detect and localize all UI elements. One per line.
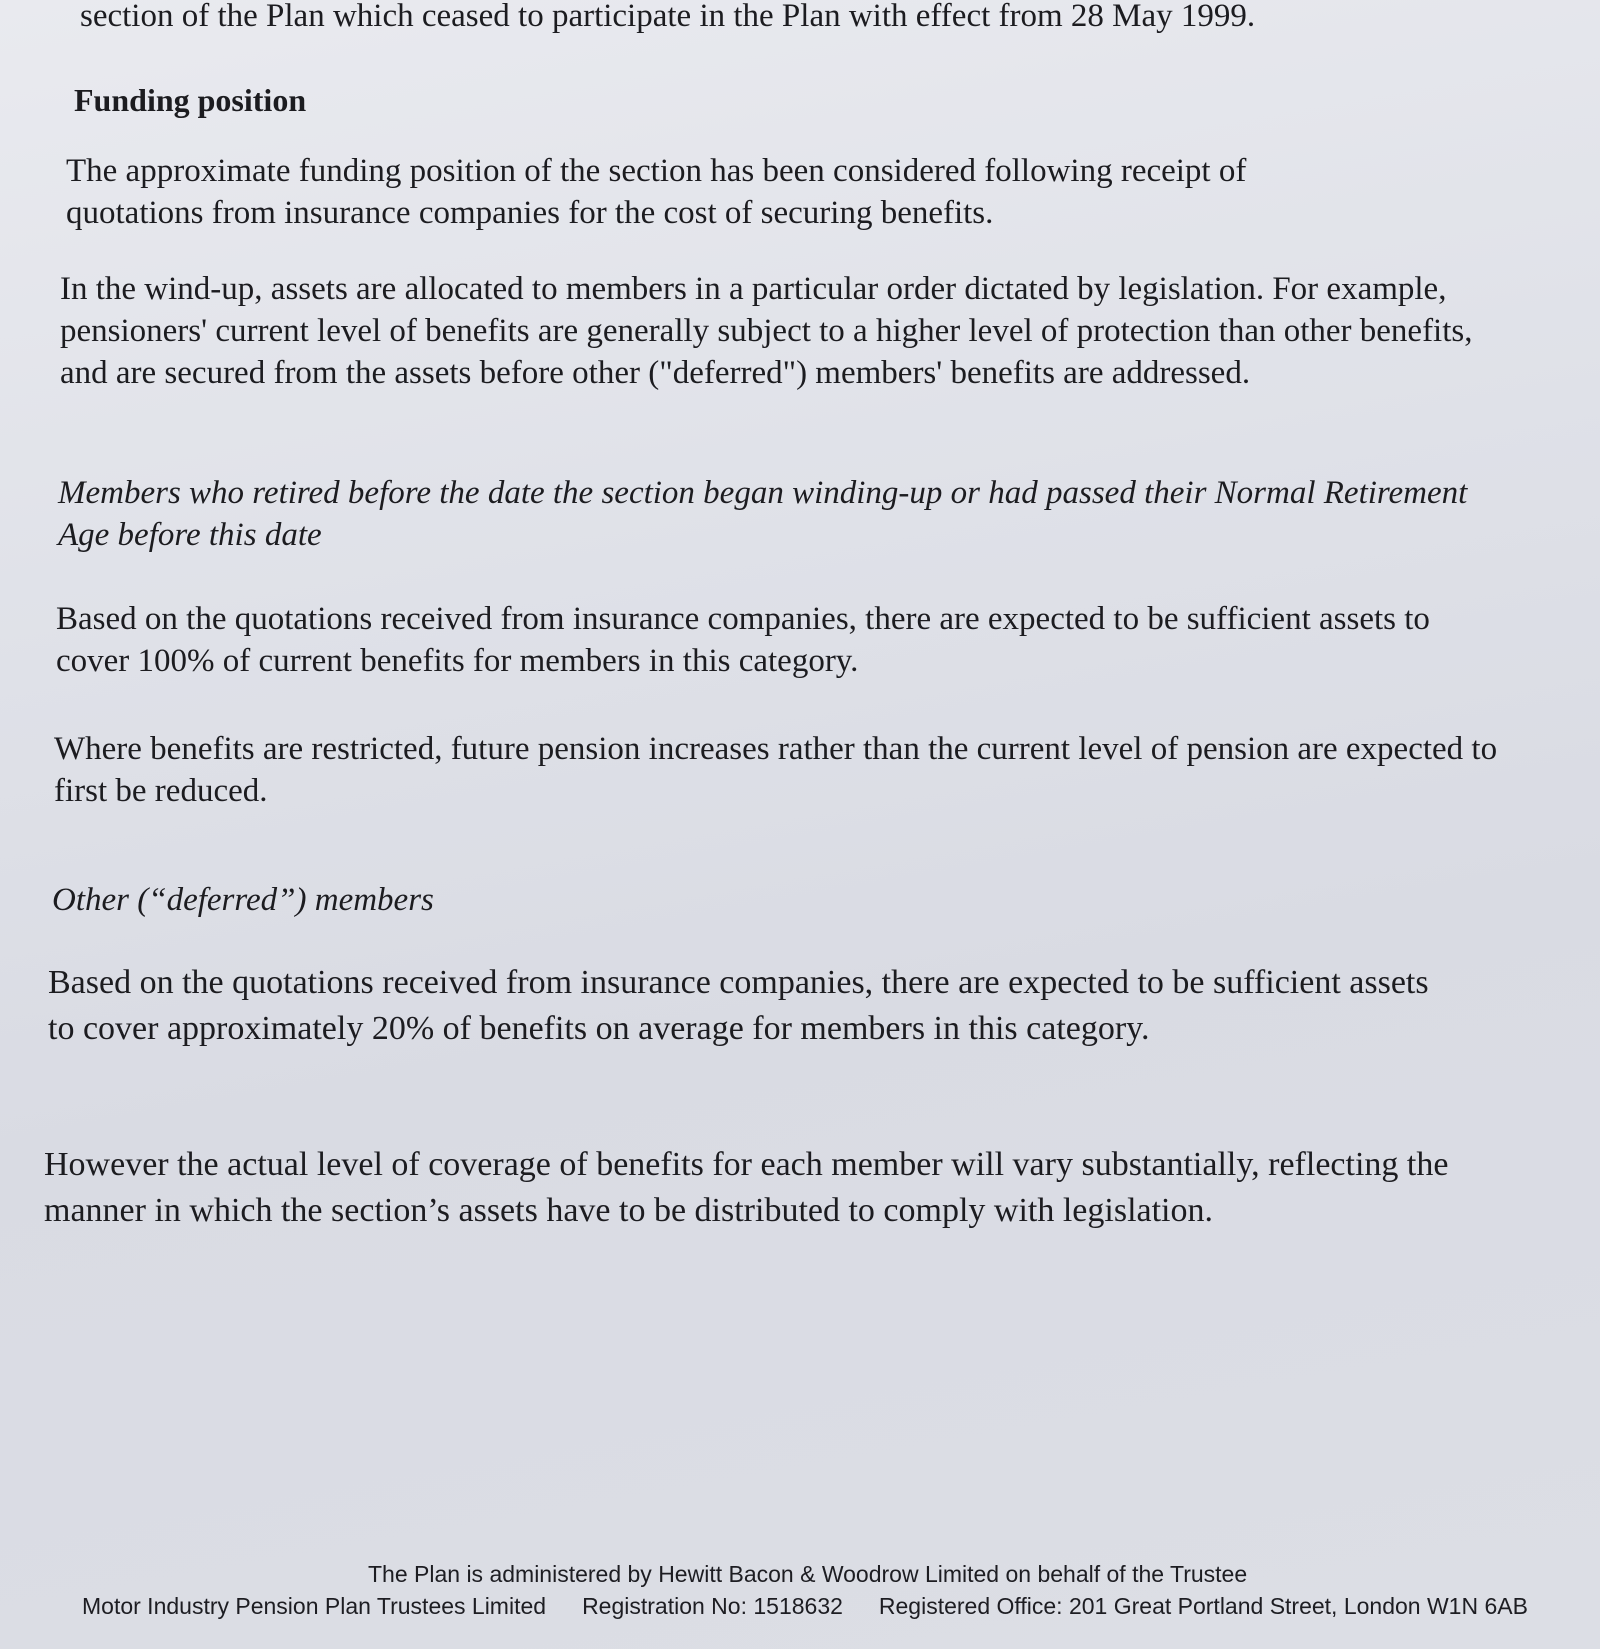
subheading-deferred-members: Other (“deferred”) members: [52, 882, 434, 918]
paragraph-wind-up: In the wind-up, assets are allocated to members in a particular order dictated by legislation. For example, pensioners' current level of benefits are generally subject to a higher level of protection than other benefits, and are secured from the assets before other ("deferred") members' benefits are addressed.: [60, 271, 1473, 391]
paragraph-deferred-coverage: Based on the quotations received from insurance companies, there are expected to be sufficient assets to cover approximately 20% of benefits on average for members in this category.: [48, 964, 1429, 1047]
footer-registration-number: Registration No: 1518632: [582, 1593, 843, 1619]
paragraph-retired-coverage: Based on the quotations received from insurance companies, there are expected to be sufficient assets to cover 100% of current benefits for members in this category.: [56, 601, 1430, 679]
paragraph-restricted-benefits: Where benefits are restricted, future pension increases rather than the current level of pension are expected to first be reduced.: [54, 731, 1498, 809]
subheading-retired-members: Members who retired before the date the section began winding-up or had passed their Normal Retirement Age before this date: [58, 475, 1468, 553]
paragraph-funding-intro: The approximate funding position of the section has been considered following receipt of quotations from insurance companies for the cost of securing benefits.: [66, 153, 1247, 231]
intro-line: section of the Plan which ceased to participate in the Plan with effect from 28 May 1999.: [80, 0, 1256, 34]
footer-registered-office: Registered Office: 201 Great Portland Street, London W1N 6AB: [878, 1593, 1528, 1619]
section-heading: Funding position: [74, 82, 307, 118]
paragraph-coverage-variation: However the actual level of coverage of benefits for each member will vary substantially, reflecting the manner in which the section’s assets have to be distributed to comply with legislation.: [44, 1146, 1449, 1229]
footer-administrator-line: The Plan is administered by Hewitt Bacon & Woodrow Limited on behalf of the Trustee: [368, 1561, 1248, 1587]
footer-company-name: Motor Industry Pension Plan Trustees Limited: [82, 1593, 547, 1619]
footer-registration-line: [82, 1592, 1528, 1620]
